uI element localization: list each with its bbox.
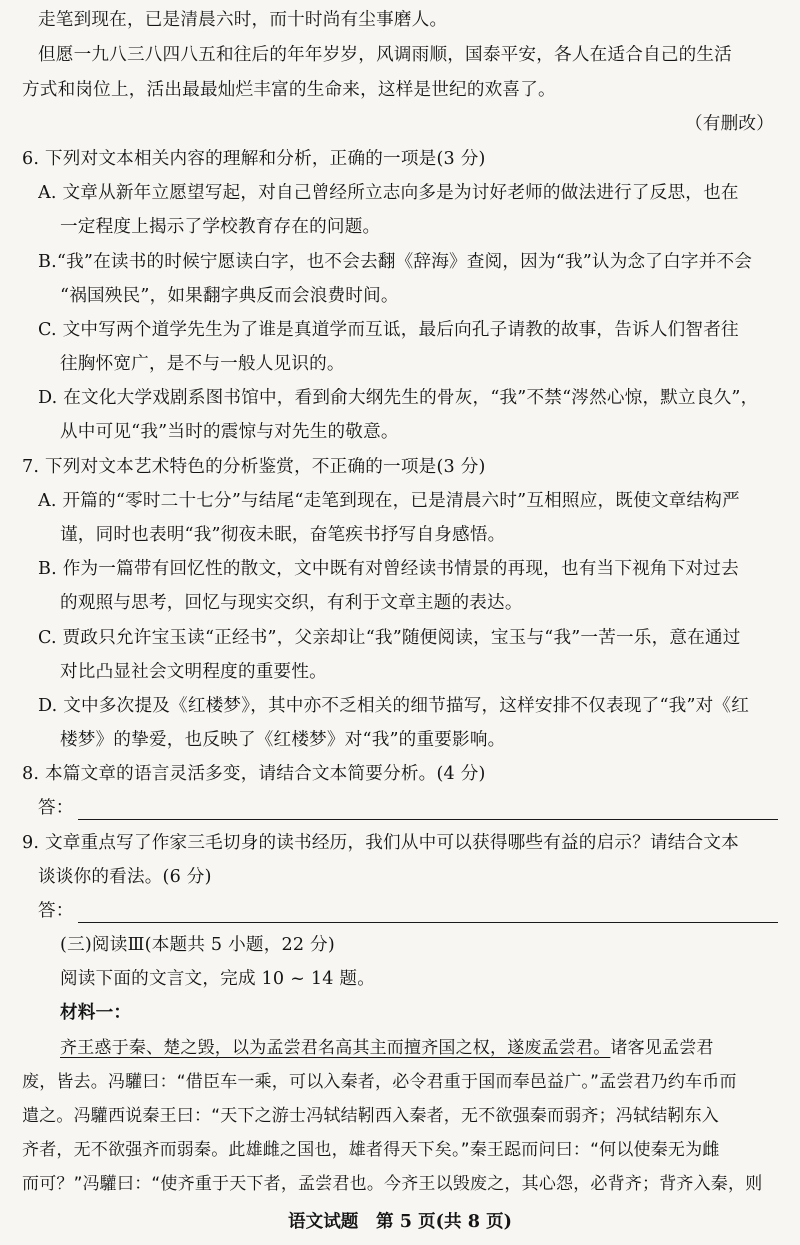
q6-option-a-cont: 一定程度上揭示了学校教育存在的问题。	[60, 217, 381, 237]
q7-option-d: D. 文中多次提及《红楼梦》，其中亦不乏相关的细节描写，这样安排不仅表现了“我”对《红	[38, 696, 750, 716]
reading-3-instruction: 阅读下面的文言文，完成 10 ~ 14 题。	[60, 969, 376, 989]
answer-label: 答：	[38, 901, 74, 921]
q6-option-b: B.“我”在读书的时候宁愿读白字，也不会去翻《辞海》查阅，因为“我”认为念了白字并不会	[38, 252, 753, 272]
source-note: （有删改）	[685, 114, 774, 134]
q7-option-c-cont: 对比凸显社会文明程度的重要性。	[60, 662, 327, 682]
q8-answer-area[interactable]	[38, 796, 778, 820]
essay-line: 方式和岗位上，活出最最灿烂丰富的生命来，这样是世纪的欢喜了。	[22, 80, 556, 100]
answer-line[interactable]	[78, 803, 778, 820]
essay-line: 但愿一九八三八四八五和往后的年年岁岁，风调雨顺，国泰平安，各人在适合自己的生活	[38, 45, 732, 65]
passage-line	[60, 1036, 778, 1060]
q7-option-c: C. 贾政只允许宝玉读“正经书”，父亲却让“我”随便阅读，宝玉与“我”一苦一乐，意在通过	[38, 628, 741, 648]
question-9-stem: 9. 文章重点写了作家三毛切身的读书经历，我们从中可以获得哪些有益的启示？请结合文本	[22, 833, 739, 853]
q7-option-b: B. 作为一篇带有回忆性的散文，文中既有对曾经读书情景的再现，也有当下视角下对过去	[38, 559, 739, 579]
q7-option-b-cont: 的观照与思考，回忆与现实交织，有利于文章主题的表达。	[60, 593, 523, 613]
question-6-stem: 6. 下列对文本相关内容的理解和分析，正确的一项是(3 分)	[22, 149, 486, 169]
q6-option-d-cont: 从中可见“我”当时的震惊与对先生的敬意。	[60, 422, 399, 442]
question-7-stem: 7. 下列对文本艺术特色的分析鉴赏，不正确的一项是(3 分)	[22, 457, 486, 477]
q6-option-d: D. 在文化大学戏剧系图书馆中，看到俞大纲先生的骨灰，“我”不禁“涔然心惊，默立良久”，	[38, 388, 759, 408]
passage-line: 齐者，无不欲强齐而弱秦。此雄雌之国也，雄者得天下矣。”秦王跽而问曰：“何以使秦无为雌	[22, 1140, 720, 1160]
page-footer: 语文试题 第 5 页(共 8 页)	[288, 1211, 512, 1232]
reading-3-header: (三)阅读Ⅲ(本题共 5 小题，22 分)	[60, 935, 335, 955]
answer-line[interactable]	[78, 906, 778, 923]
q6-option-a: A. 文章从新年立愿望写起，对自己曾经所立志向多是为讨好老师的做法进行了反思，也在	[38, 183, 739, 203]
question-8-stem: 8. 本篇文章的语言灵活多变，请结合文本简要分析。(4 分)	[22, 764, 486, 784]
question-9-stem-cont: 谈谈你的看法。(6 分)	[38, 867, 212, 887]
answer-label: 答：	[38, 798, 74, 818]
q7-option-d-cont: 楼梦》的挚爱，也反映了《红楼梦》对“我”的重要影响。	[60, 730, 506, 750]
passage-line: 废，皆去。冯驩曰：“借臣车一乘，可以入秦者，必令君重于国而奉邑益广。”孟尝君乃约车币而	[22, 1072, 737, 1092]
passage-line: 而可？”冯驩曰：“使齐重于天下者，孟尝君也。今齐王以毁废之，其心怨，必背齐；背齐入秦，则	[22, 1174, 763, 1194]
q7-option-a: A. 开篇的“零时二十七分”与结尾“走笔到现在，已是清晨六时”互相照应，既使文章结构严	[38, 491, 740, 511]
q7-option-a-cont: 谨，同时也表明“我”彻夜未眠，奋笔疾书抒写自身感悟。	[60, 525, 506, 545]
q6-option-b-cont: “祸国殃民”，如果翻字典反而会浪费时间。	[60, 286, 399, 306]
material-label: 材料一：	[60, 1002, 132, 1023]
q6-option-c-cont: 往胸怀宽广，是不与一般人见识的。	[60, 354, 345, 374]
essay-line: 走笔到现在，已是清晨六时，而十时尚有尘事磨人。	[38, 10, 448, 30]
passage-underlined-sentence: 齐王惑于秦、楚之毁，以为孟尝君名高其主而擅齐国之权，遂废孟尝君。	[60, 1038, 611, 1058]
passage-line: 遣之。冯驩西说秦王曰：“天下之游士冯轼结靷西入秦者，无不欲强秦而弱齐；冯轼结靷东入	[22, 1106, 720, 1126]
passage-text: 诸客见孟尝君	[610, 1038, 714, 1058]
q9-answer-area[interactable]	[38, 899, 778, 923]
q6-option-c: C. 文中写两个道学先生为了谁是真道学而互诋，最后向孔子请教的故事，告诉人们智者往	[38, 320, 739, 340]
